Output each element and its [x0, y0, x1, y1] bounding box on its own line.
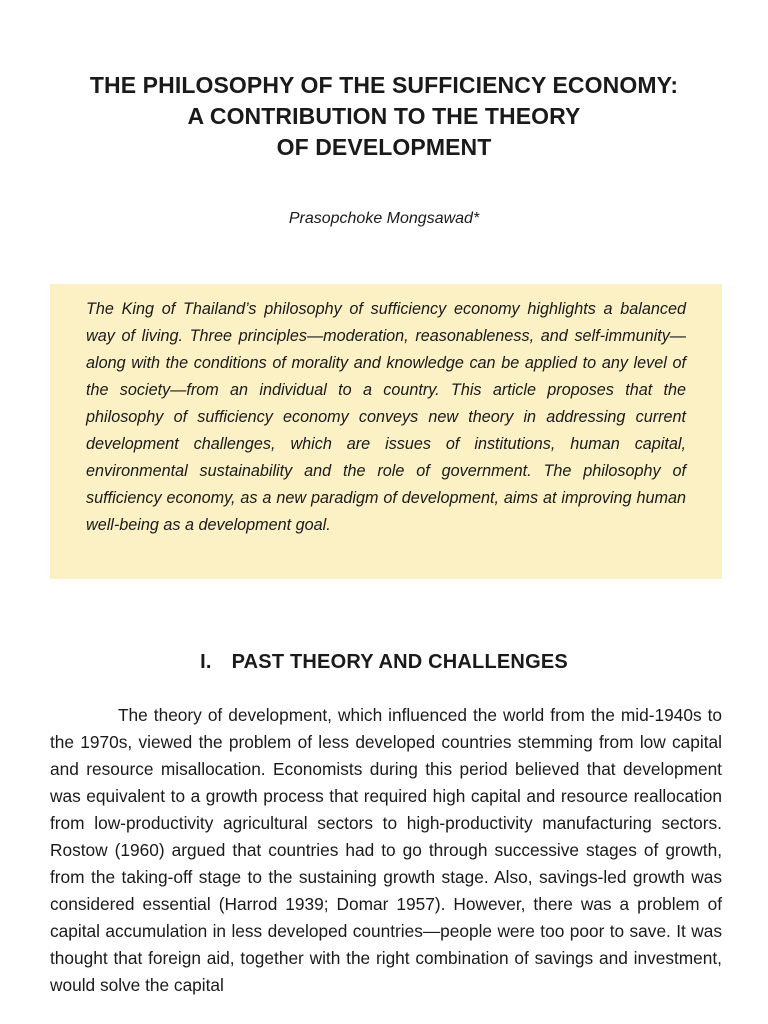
- section-title: PAST THEORY AND CHALLENGES: [231, 651, 568, 673]
- abstract-text: The King of Thailand’s philosophy of sufficiency economy highlights a balanced way of living. Three principles—moderation, reasonableness, and self-immunity—along with the conditions of morality and knowledge can be applied to any level of the society—from an individual to a country. This article proposes that the philosophy of sufficiency economy conveys new theory in addressing current development challenges, which are issues of institutions, human capital, environmental sustainability and the role of government. The philosophy of sufficiency economy, as a new paradigm of development, aims at improving human well-being as a development goal.: [86, 300, 686, 534]
- body-paragraph: The theory of development, which influenced the world from the mid-1940s to the 1970s, viewed the problem of less developed countries stemming from low capital and resource misallocation. Economists during this period believed that development was equivalent to a growth process that required high capital and resource reallocation from low-productivity agricultural sectors to high-productivity manufacturing sectors. Rostow (1960) argued that countries had to go through successive stages of growth, from the taking-off stage to the sustaining growth stage. Also, savings-led growth was considered essential (Harrod 1939; Domar 1957). However, there was a problem of capital accumulation in less developed countries—people were too poor to save. It was thought that foreign aid, together with the right combination of savings and investment, would solve the capital: [50, 705, 722, 995]
- author-name: Prasopchoke Mongsawad*: [288, 210, 480, 227]
- title-line-3: OF DEVELOPMENT: [276, 134, 492, 160]
- title-line-2: A CONTRIBUTION TO THE THEORY: [187, 103, 581, 129]
- section-heading: [0, 651, 768, 674]
- paper-title: [0, 70, 768, 163]
- title-line-1: THE PHILOSOPHY OF THE SUFFICIENCY ECONOMY:: [89, 72, 679, 98]
- section-number: I.: [200, 651, 212, 673]
